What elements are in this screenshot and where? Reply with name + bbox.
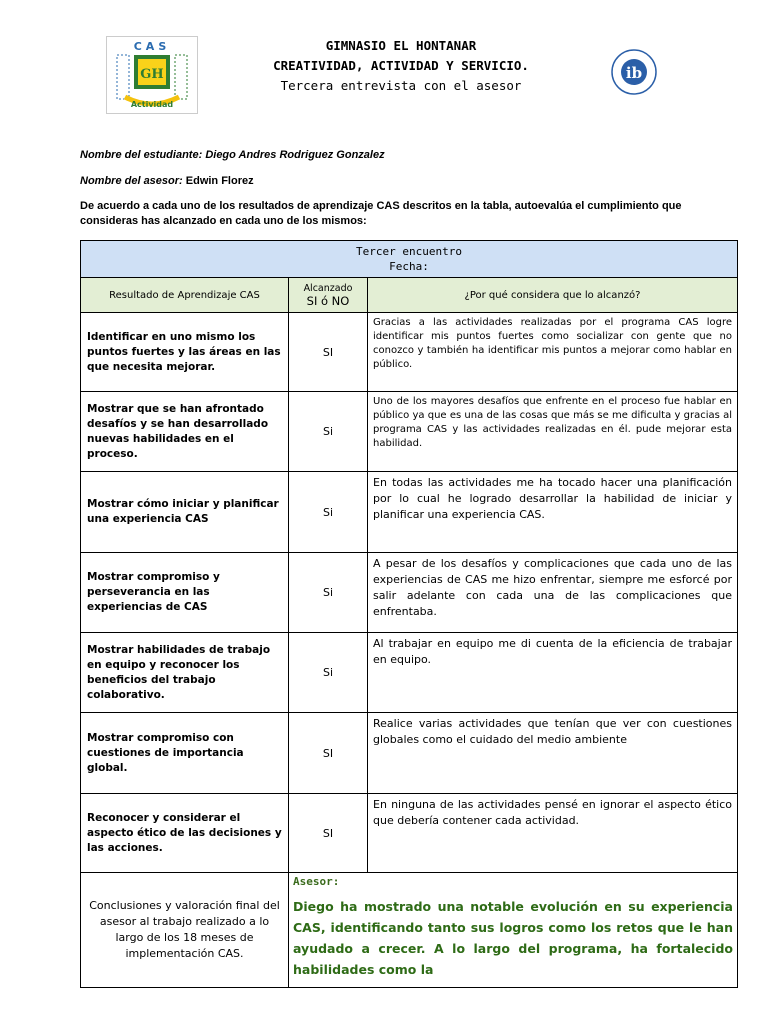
alcanzado-cell: SI — [289, 794, 368, 873]
logo-cas-text: CAS — [133, 40, 171, 53]
porque-cell: En ninguna de las actividades pensé en ignorar el aspecto ético que debería contener cada actividad. — [368, 794, 738, 873]
table-row — [81, 713, 738, 794]
resultado-cell: Mostrar que se han afrontado desafíos y se han desarrollado nuevas habilidades en el proceso. — [81, 392, 289, 472]
porque-cell: Gracias a las actividades realizadas por el programa CAS logre identificar mis puntos fuertes como socializar con gente que no conozco y también ha identificar mis puntos a mejorar como hablar en público. — [368, 313, 738, 392]
asesor-comment: Diego ha mostrado una notable evolución en su experiencia CAS, identificando tanto sus logros como los retos que le han ayudado a crecer. A lo largo del programa, ha fortalecido habilidades como la — [293, 899, 733, 977]
porque-cell: En todas las actividades me ha tocado hacer una planificación por lo cual he logrado desarrollar la habilidad de iniciar y planificar una experiencia CAS. — [368, 472, 738, 553]
program-name: CREATIVIDAD, ACTIVIDAD Y SERVICIO. — [273, 58, 529, 73]
col-header-resultado: Resultado de Aprendizaje CAS — [81, 278, 289, 313]
alcanzado-cell: SI — [289, 313, 368, 392]
porque-cell: Al trabajar en equipo me di cuenta de la eficiencia de trabajar en equipo. — [368, 633, 738, 713]
table-row — [81, 392, 738, 472]
school-name: GIMNASIO EL HONTANAR — [325, 38, 477, 53]
col-header-alcanzado — [289, 278, 368, 313]
logo-actividad-text: Actividad — [130, 100, 174, 109]
asesor-cell — [289, 873, 738, 988]
logo-gh-text: GH — [140, 67, 164, 82]
porque-cell: Uno de los mayores desafíos que enfrente en el proceso fue hablar en público ya que es una de las cosas que más se me dificulta y gracias al programa CAS y las actividades realizadas en él. pude mejorar esta habilidad. — [368, 392, 738, 472]
intro-paragraph: De acuerdo a cada uno de los resultados de aprendizaje CAS descritos en la tabla, autoevalúa el cumplimiento que consideras has alcanzado en cada uno de los mismos: — [80, 200, 682, 227]
document-header — [196, 36, 606, 96]
col-header-porque: ¿Por qué considera que lo alcanzó? — [368, 278, 738, 313]
table-row — [81, 553, 738, 633]
table-row — [81, 633, 738, 713]
porque-cell: A pesar de los desafíos y complicaciones que cada uno de las experiencias de CAS me hizo enfrentar, siempre me esforcé por salir adelante con cada una de las complicaciones que enfrentaba. — [368, 553, 738, 633]
document-subtitle: Tercera entrevista con el asesor — [280, 78, 522, 93]
resultado-cell: Reconocer y considerar el aspecto ético de las decisiones y las acciones. — [81, 794, 289, 873]
advisor-name: Edwin Florez — [185, 175, 254, 187]
conclusion-label: Conclusiones y valoración final del asesor al trabajo realizado a lo largo de los 18 meses de implementación CAS. — [81, 873, 289, 988]
advisor-label: Nombre del asesor: — [80, 175, 183, 187]
cas-evaluation-table — [80, 240, 738, 988]
student-label: Nombre del estudiante: — [80, 149, 203, 161]
alcanzado-cell: Si — [289, 553, 368, 633]
ib-logo-text: ib — [625, 64, 643, 82]
table-row — [81, 472, 738, 553]
student-name: Diego Andres Rodriguez Gonzalez — [205, 149, 385, 161]
student-line — [80, 149, 385, 161]
encounter-header — [81, 241, 738, 278]
alcanzado-cell: Si — [289, 472, 368, 553]
ib-logo — [600, 48, 668, 96]
encounter-title: Tercer encuentro — [356, 245, 462, 258]
resultado-cell: Mostrar habilidades de trabajo en equipo y reconocer los beneficios del trabajo colaborativo. — [81, 633, 289, 713]
school-logo — [106, 36, 198, 114]
alcanzado-cell: Si — [289, 392, 368, 472]
resultado-cell: Identificar en uno mismo los puntos fuertes y las áreas en las que necesita mejorar. — [81, 313, 289, 392]
encounter-date: Fecha: — [389, 260, 429, 273]
alcanzado-sublabel: SI ó NO — [306, 293, 350, 308]
asesor-label: Asesor: — [293, 875, 340, 888]
resultado-cell: Mostrar cómo iniciar y planificar una experiencia CAS — [81, 472, 289, 553]
alcanzado-cell: SI — [289, 713, 368, 794]
advisor-line — [80, 175, 254, 187]
alcanzado-cell: Si — [289, 633, 368, 713]
resultado-cell: Mostrar compromiso y perseverancia en las experiencias de CAS — [81, 553, 289, 633]
porque-cell: Realice varias actividades que tenían que ver con cuestiones globales como el cuidado del medio ambiente — [368, 713, 738, 794]
resultado-cell: Mostrar compromiso con cuestiones de importancia global. — [81, 713, 289, 794]
table-row — [81, 313, 738, 392]
alcanzado-label: Alcanzado — [303, 282, 353, 294]
table-row — [81, 794, 738, 873]
conclusion-row — [81, 873, 738, 988]
